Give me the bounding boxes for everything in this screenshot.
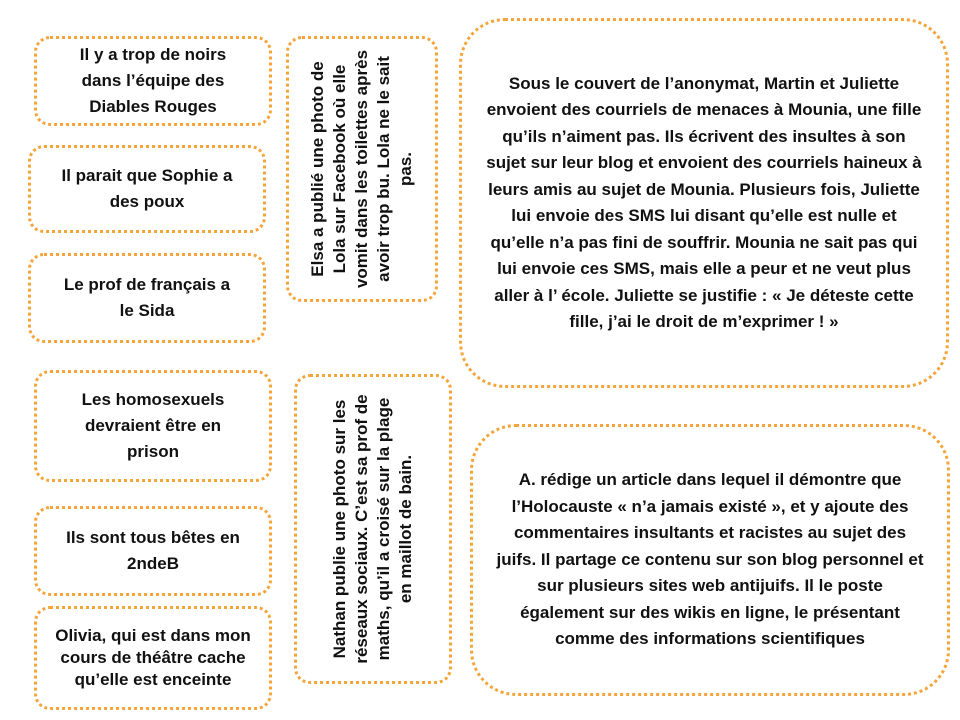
card-noirs [34, 36, 272, 126]
card-betes [34, 506, 272, 596]
card-holocauste-text: A. rédige un article dans lequel il démontre que l’Holocauste « n’a jamais existé », et y ajoute des commentaires insultants et racistes au sujet des juifs. Il partage ce contenu sur son blog personnel et sur plusieurs sites web antijuifs. Il le poste également sur des wikis en ligne, le présentant comme des informations scientifiques [496, 470, 924, 649]
card-mounia-text: Sous le couvert de l’anonymat, Martin et Juliette envoient des courriels de menaces à Mounia, une fille qu’ils n’aiment pas. Ils écrivent des insultes à son sujet sur leur blog et envoient des courriels haineux à leurs amis au sujet de Mounia. Plusieurs fois, Juliette lui envoie des SMS lui disant qu’elle est nulle et qu’elle n’a pas fini de souffrir. Mounia ne sait pas qui lui envoie ces SMS, mais elle a peur et ne veut plus aller à l’ école. Juliette se justifie : « Je déteste cette fille, j’ai le droit de m’exprimer ! » [486, 73, 922, 331]
card-prof-francais-text: Le prof de français a le Sida [63, 275, 231, 320]
card-nathan [294, 374, 452, 684]
card-sophie [28, 145, 266, 233]
card-betes-text: Ils sont tous bêtes en 2ndeB [66, 528, 240, 573]
card-olivia-text: Olivia, qui est dans mon cours de théâtre cache qu’elle est enceinte [55, 626, 251, 689]
card-homosexuels-text: Les homosexuels devraient être en prison [81, 390, 225, 461]
card-homosexuels [34, 370, 272, 482]
card-sophie-text: Il parait que Sophie a des poux [61, 166, 233, 211]
card-olivia [34, 606, 272, 710]
card-nathan-text: Nathan publie une photo sur les réseaux sociaux. C’est sa prof de maths, qu’il a croisé sur la plage en maillot de bain. [330, 394, 415, 664]
card-mounia [459, 18, 949, 388]
card-elsa [286, 36, 438, 302]
card-holocauste [470, 424, 950, 696]
card-noirs-text: Il y a trop de noirs dans l’équipe des Diables Rouges [79, 45, 227, 116]
card-prof-francais [28, 253, 266, 343]
card-elsa-text: Elsa a publié une photo de Lola sur Facebook où elle vomit dans les toilettes après avoir trop bu. Lola ne le sait pas. [308, 49, 415, 289]
